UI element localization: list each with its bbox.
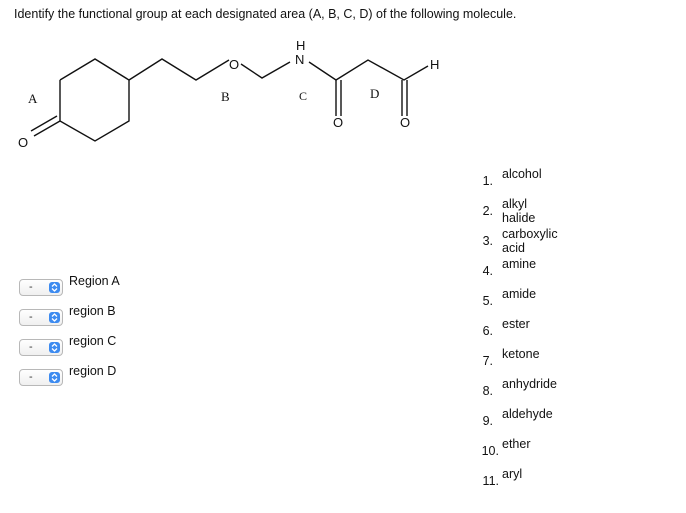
chain-ether-to-amine (241, 62, 290, 78)
molecule-structure (0, 0, 686, 160)
amine-hydrogen-atom: H (296, 38, 306, 53)
ring-carbonyl-bond-1 (34, 121, 60, 136)
select-arrows-icon (49, 342, 60, 353)
option-text: aryl (502, 467, 523, 481)
option-text: anhydride (502, 377, 557, 391)
region-a-selected-value: - (29, 280, 33, 293)
select-arrows-icon (49, 312, 60, 323)
region-b-row (19, 304, 116, 326)
region-d-label: region D (69, 364, 117, 378)
region-d-selected-value: - (29, 370, 33, 383)
select-arrows-icon (49, 372, 60, 383)
region-c-select[interactable] (19, 339, 63, 356)
option-number: 5. (482, 294, 493, 308)
ether-oxygen-atom: O (229, 57, 240, 72)
option-number: 9. (482, 414, 493, 428)
molecule-label-b: B (221, 89, 230, 104)
option-number: 1. (482, 174, 493, 188)
aldehyde-hydrogen-atom: H (430, 57, 440, 72)
region-b-label: region B (69, 304, 116, 318)
question-text: Identify the functional group at each designated area (A, B, C, D) of the following molecule. (14, 7, 517, 21)
amine-nitrogen-atom: N (295, 52, 305, 67)
region-d-select[interactable] (19, 369, 63, 386)
molecule-label-c: C (299, 89, 308, 103)
molecule-label-d: D (370, 86, 380, 101)
select-arrows-icon (49, 282, 60, 293)
region-c-label: region C (69, 334, 117, 348)
region-c-selected-value: - (29, 340, 33, 353)
option-text: ether (502, 437, 531, 451)
region-a-select[interactable] (19, 279, 63, 296)
region-c-row (19, 334, 117, 356)
option-text: amine (502, 257, 537, 271)
option-number: 4. (482, 264, 493, 278)
region-b-select[interactable] (19, 309, 63, 326)
option-number: 3. (482, 234, 493, 248)
option-text: alcohol (502, 167, 542, 181)
option-number: 8. (482, 384, 493, 398)
ring-oxygen-atom: O (18, 135, 29, 150)
chain-ring-to-ether (129, 59, 229, 80)
option-number: 6. (482, 324, 493, 338)
molecule-label-a: A (28, 91, 38, 106)
region-d-row (19, 364, 117, 386)
region-a-row (19, 274, 120, 296)
region-b-selected-value: - (29, 310, 33, 323)
chain-amine-to-carbonyls (309, 60, 428, 80)
option-text: amide (502, 287, 537, 301)
region-a-label: Region A (69, 274, 120, 288)
option-text: aldehyde (502, 407, 553, 421)
option-number: 2. (482, 204, 493, 218)
ketone-oxygen-atom: O (333, 115, 344, 130)
option-number: 10. (481, 444, 499, 458)
option-text: alkyl halide (502, 197, 536, 225)
ring-carbonyl-bond-2 (31, 116, 57, 131)
aldehyde-oxygen-atom: O (400, 115, 411, 130)
option-text: ketone (502, 347, 540, 361)
option-text: ester (502, 317, 530, 331)
option-number: 11. (482, 474, 499, 488)
option-text: carboxylic acid (502, 227, 558, 255)
cyclohexane-ring (60, 59, 129, 141)
option-number: 7. (482, 354, 493, 368)
